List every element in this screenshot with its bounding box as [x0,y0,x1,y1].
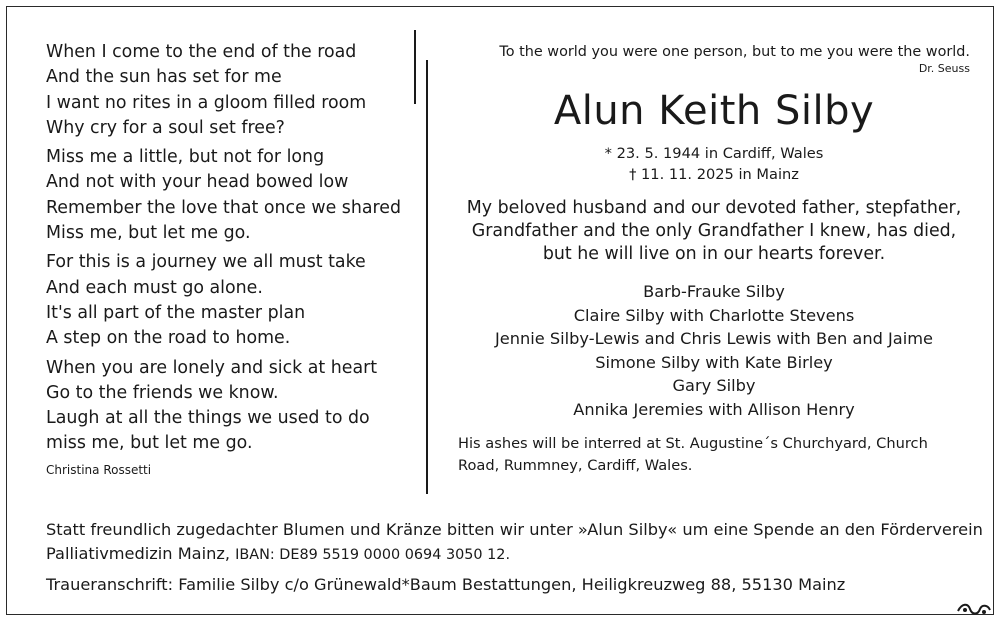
poem-line: And each must go alone. [46,277,263,298]
poem-line: When I come to the end of the road [46,42,357,62]
poem-line: When you are lonely and sick at heart [46,357,378,378]
mourning-address: Traueranschrift: Familie Silby c/o Grünewald*Baum Bestattungen, Heiligkreuzweg 88, 55130 Mainz [46,575,846,594]
poem-line: And the sun has set for me [46,67,282,88]
poem-line: I want no rites in a gloom filled room [46,92,367,113]
poem-line: Remember the love that once we shared [46,197,402,218]
life-dates [458,143,970,185]
divider-rule-lower [426,60,428,494]
mourner: Jennie Silby-Lewis and Chris Lewis with Ben and Jaime [495,329,933,348]
mourner: Claire Silby with Charlotte Stevens [573,305,855,325]
tribute-line: but he will live on in our hearts forever. [542,244,886,264]
death-date: † 11. 11. 2025 in Mainz [629,166,799,183]
poem-stanza-1 [46,40,401,141]
quote-text: To the world you were one person, but to me you were the world. [499,44,970,60]
poem-line: Miss me a little, but not for long [46,147,325,168]
divider-rule-upper [414,30,416,104]
poem-stanza-2 [46,145,401,246]
interment-note: His ashes will be interred at St. Augustine´s Churchyard, Church Road, Rummney, Cardiff, Wales. [458,435,928,474]
donation-request: Statt freundlich zugedachter Blumen und Kränze bitten wir unter »Alun Silby« um eine Spende an den Förderverein [46,520,983,539]
mourners-list [458,280,970,421]
deceased-name: Alun Keith Silby [553,88,875,134]
footer [46,518,983,597]
poem-line: Laugh at all the things we used to do [46,408,370,429]
poem-author: Christina Rossetti [46,462,152,477]
birth-date: * 23. 5. 1944 in Cardiff, Wales [604,145,824,162]
poem [46,40,401,477]
poem-line: And not with your head bowed low [46,172,349,193]
tribute-line: Grandfather and the only Grandfather I knew, has died, [471,221,957,241]
mourner: Annika Jeremies with Allison Henry [573,399,855,419]
poem-line: miss me, but let me go. [46,433,253,454]
ornament-flourish-icon [956,601,992,617]
poem-stanza-4 [46,356,401,457]
donation-recipient-name: Palliativmedizin Mainz, [46,544,230,563]
tribute-text [458,197,970,266]
poem-line: A step on the road to home. [46,328,291,349]
mourner: Simone Silby with Kate Birley [595,352,833,372]
mourner: Barb-Frauke Silby [643,282,785,301]
tribute-line: My beloved husband and our devoted father, stepfather, [466,198,962,218]
poem-line: Miss me, but let me go. [46,223,251,244]
donation-recipient [46,542,976,567]
memorial-content [458,42,970,477]
poem-line: Why cry for a soul set free? [46,117,285,138]
donation-iban: IBAN: DE89 5519 0000 0694 3050 12. [235,547,511,563]
poem-line: It's all part of the master plan [46,302,306,323]
poem-line: For this is a journey we all must take [46,252,366,273]
poem-line: Go to the friends we know. [46,382,279,403]
poem-stanza-3 [46,250,401,351]
quote-author: Dr. Seuss [918,62,970,75]
mourner: Gary Silby [672,376,756,395]
